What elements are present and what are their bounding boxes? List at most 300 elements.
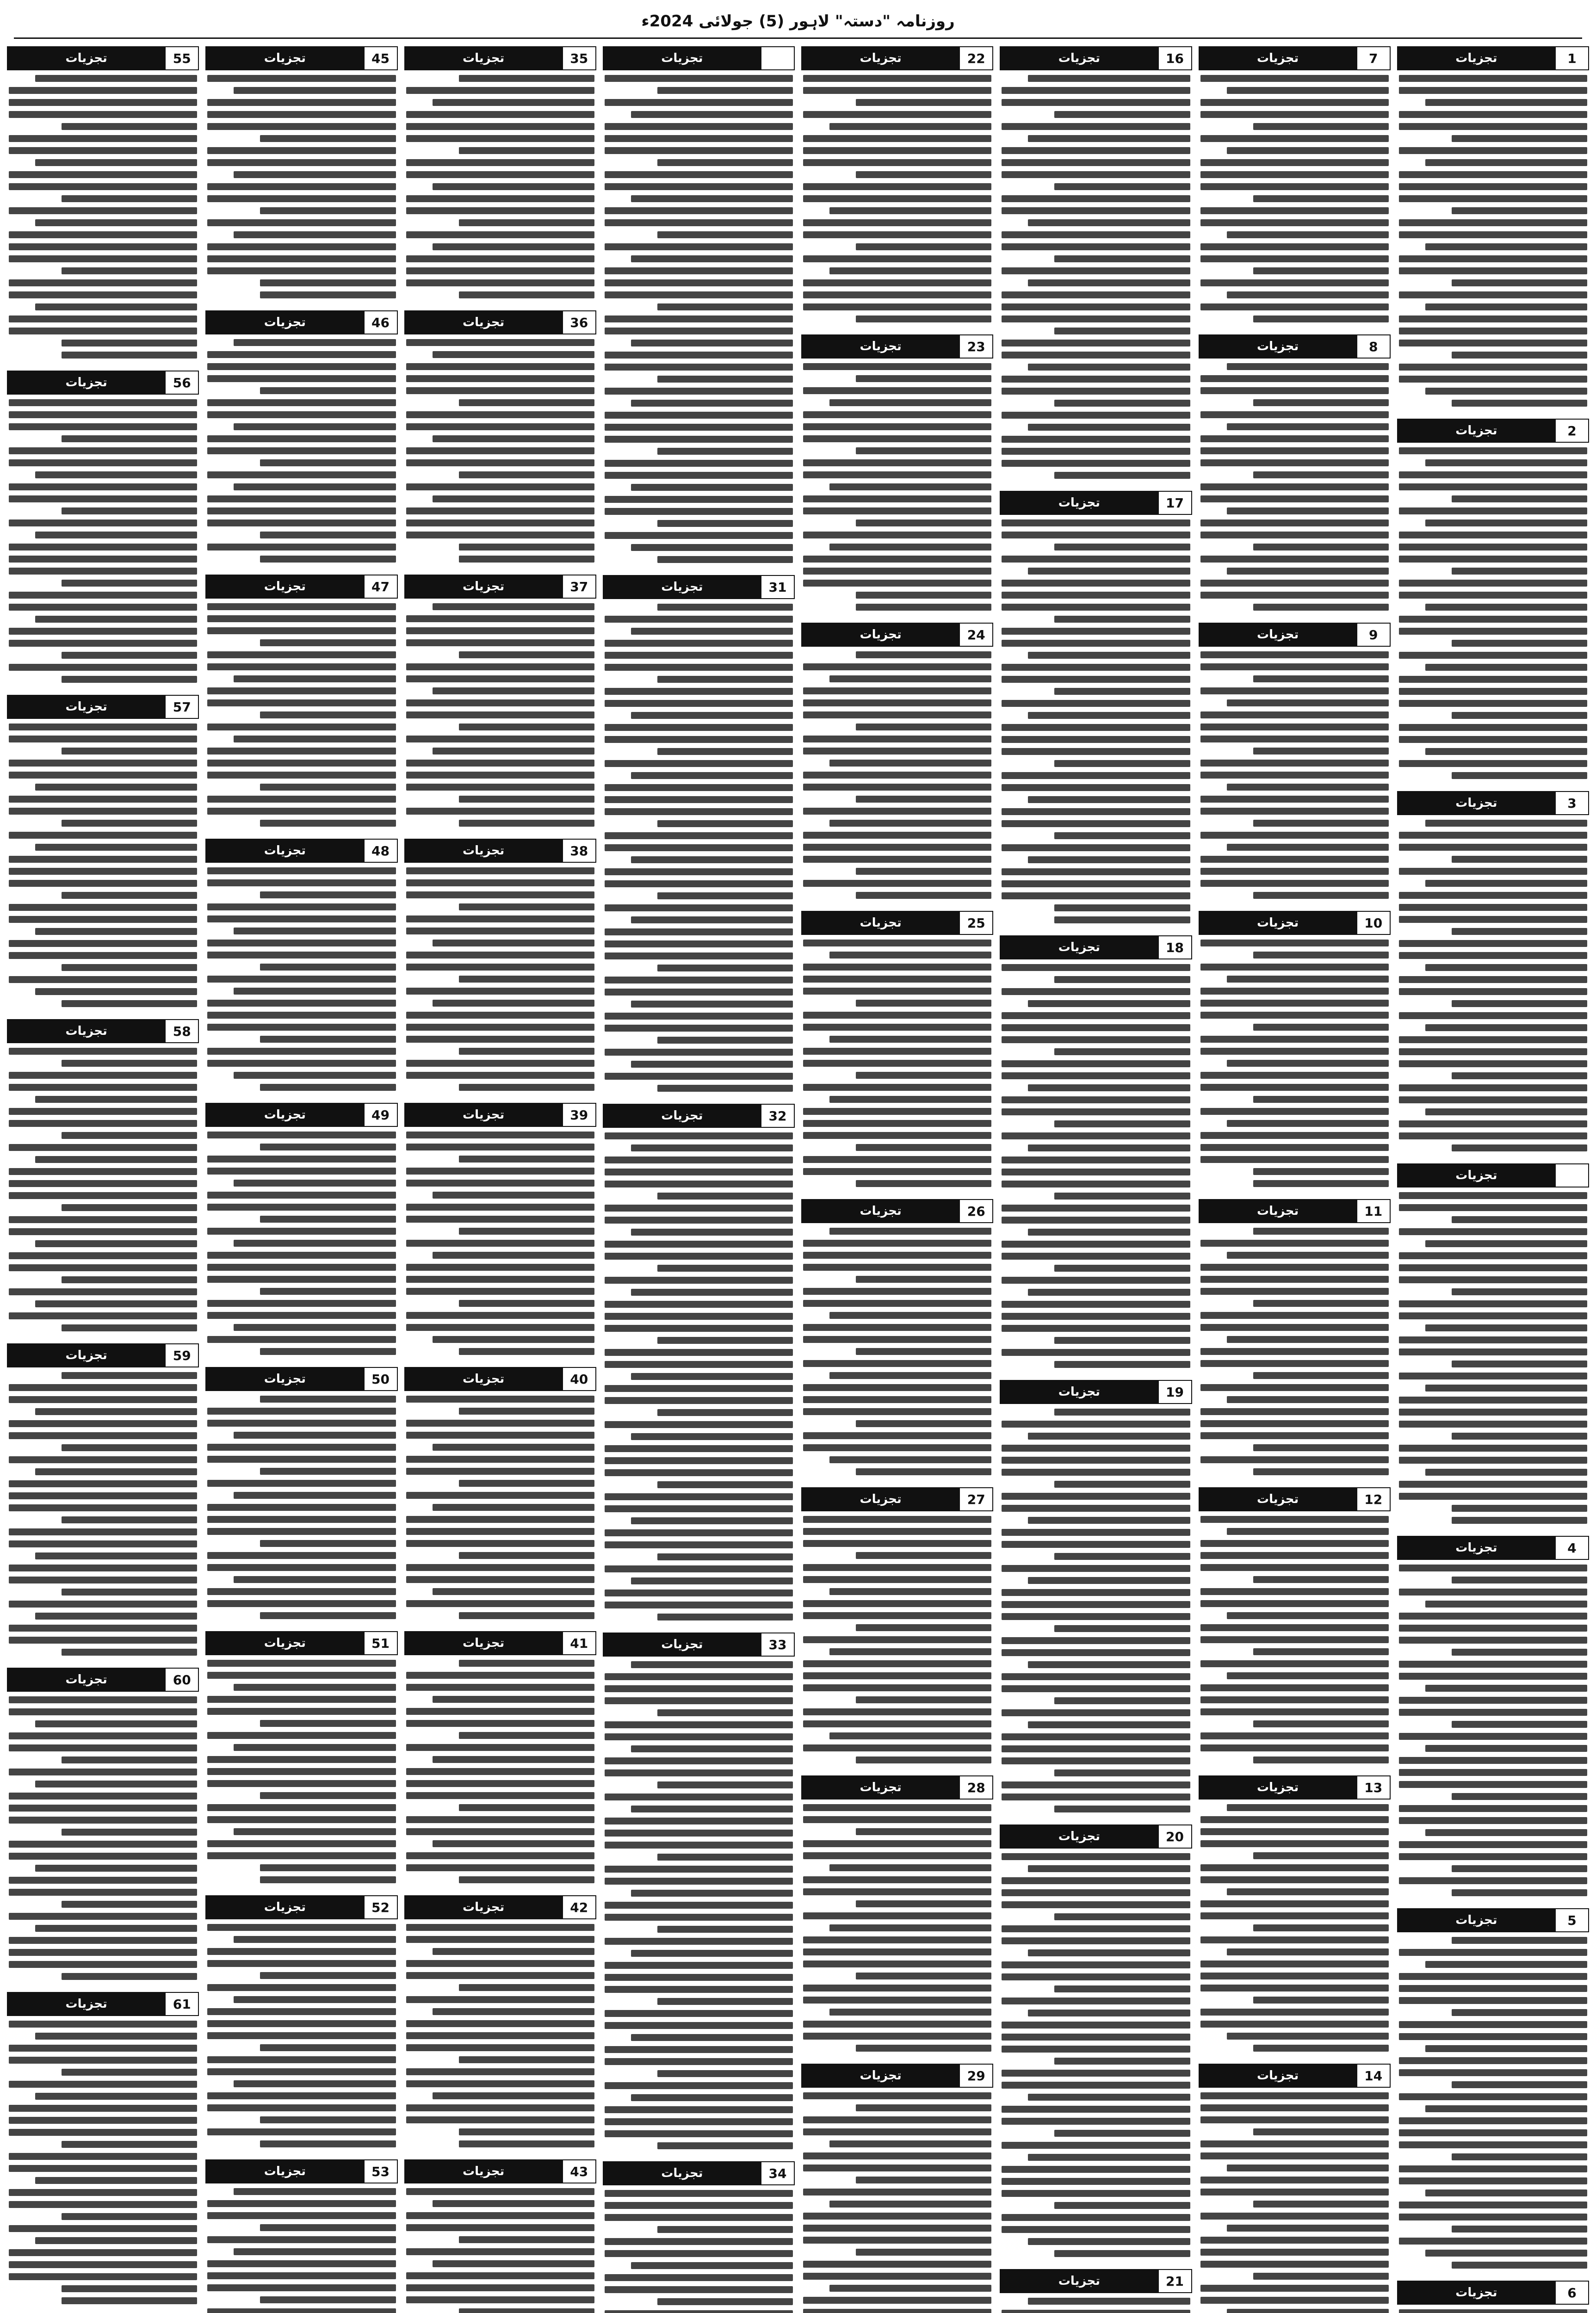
item-number: 11 xyxy=(1356,1200,1390,1222)
text-line xyxy=(62,352,197,359)
text-line xyxy=(1002,1072,1190,1079)
item-header xyxy=(205,1367,397,1391)
item-header xyxy=(801,623,993,647)
text-line xyxy=(605,99,793,106)
item-number: 50 xyxy=(364,1368,397,1390)
item-section-label: تجزیات xyxy=(405,47,562,69)
article-body xyxy=(603,604,795,1092)
news-item xyxy=(1397,1536,1589,1896)
news-item xyxy=(404,575,596,827)
text-line xyxy=(207,2020,396,2027)
article-body xyxy=(603,1661,795,2149)
text-line xyxy=(829,1924,991,1931)
text-line xyxy=(1054,544,1190,550)
text-line xyxy=(207,2212,396,2219)
text-line xyxy=(605,1181,793,1187)
text-line xyxy=(234,675,396,682)
text-line xyxy=(657,2226,793,2233)
text-line xyxy=(803,1444,991,1451)
news-item xyxy=(801,1199,993,1475)
text-line xyxy=(1253,1300,1389,1307)
text-line xyxy=(1002,964,1190,971)
item-header xyxy=(205,310,397,334)
text-line xyxy=(433,1588,594,1595)
text-line xyxy=(856,1000,991,1007)
text-line xyxy=(406,2284,594,2291)
item-section-label: تجزیات xyxy=(405,1368,562,1390)
text-line xyxy=(605,1541,793,1548)
article-body xyxy=(404,867,596,1091)
item-number: 49 xyxy=(364,1104,397,1126)
news-item xyxy=(404,1895,596,2147)
text-line xyxy=(631,484,793,491)
item-number: 61 xyxy=(165,1993,198,2015)
text-line xyxy=(829,760,991,767)
text-line xyxy=(1002,1649,1190,1656)
text-line xyxy=(1200,1156,1389,1163)
text-line xyxy=(62,435,197,442)
text-line xyxy=(406,2116,594,2123)
text-line xyxy=(1200,1840,1389,1847)
text-line xyxy=(803,1660,991,1667)
text-line xyxy=(260,291,396,298)
text-line xyxy=(803,1948,991,1955)
text-line xyxy=(803,279,991,286)
article-body xyxy=(1397,75,1589,407)
text-line xyxy=(207,75,396,82)
text-line xyxy=(9,976,197,983)
text-line xyxy=(605,1830,793,1837)
item-number: 17 xyxy=(1158,492,1191,514)
text-line xyxy=(1054,1553,1190,1560)
text-line xyxy=(207,1252,396,1259)
item-number: 55 xyxy=(165,47,198,69)
text-line xyxy=(605,219,793,226)
news-column-1 xyxy=(1397,46,1589,2313)
text-line xyxy=(1399,592,1587,599)
text-line xyxy=(605,388,793,395)
text-line xyxy=(207,351,396,358)
text-line xyxy=(1399,1348,1587,1355)
text-line xyxy=(657,231,793,238)
text-line xyxy=(1200,75,1389,82)
text-line xyxy=(1002,988,1190,995)
text-line xyxy=(406,964,594,971)
text-line xyxy=(9,1877,197,1884)
text-line xyxy=(406,663,594,670)
text-line xyxy=(1002,2142,1190,2149)
text-line xyxy=(234,1576,396,1583)
text-line xyxy=(605,2118,793,2125)
item-header xyxy=(1397,1536,1589,1560)
text-line xyxy=(1002,195,1190,202)
text-line xyxy=(1002,556,1190,563)
text-line xyxy=(207,411,396,418)
text-line xyxy=(459,1612,594,1619)
text-line xyxy=(406,1324,594,1331)
text-line xyxy=(1425,159,1587,166)
text-line xyxy=(1002,1505,1190,1512)
article-body xyxy=(1000,964,1192,1368)
text-line xyxy=(207,195,396,202)
text-line xyxy=(9,1540,197,1547)
text-line xyxy=(62,964,197,971)
article-body xyxy=(404,1396,596,1619)
item-section-label: تجزیات xyxy=(1001,1381,1157,1403)
text-line xyxy=(1028,1865,1190,1872)
text-line xyxy=(406,1672,594,1679)
text-line xyxy=(605,243,793,250)
text-line xyxy=(829,1036,991,1043)
text-line xyxy=(1200,1348,1389,1355)
text-line xyxy=(62,2069,197,2076)
item-number: 9 xyxy=(1356,624,1390,646)
text-line xyxy=(1399,447,1587,454)
text-line xyxy=(1002,352,1190,359)
text-line xyxy=(1253,123,1389,130)
text-line xyxy=(1425,2189,1587,2196)
text-line xyxy=(1200,99,1389,106)
text-line xyxy=(803,856,991,863)
text-line xyxy=(207,2200,396,2207)
text-line xyxy=(1002,1673,1190,1680)
text-line xyxy=(1028,279,1190,286)
text-line xyxy=(605,940,793,947)
text-line xyxy=(406,1564,594,1571)
text-line xyxy=(1200,1624,1389,1631)
text-line xyxy=(1002,231,1190,238)
text-line xyxy=(9,640,197,647)
text-line xyxy=(1200,1240,1389,1247)
text-line xyxy=(1054,400,1190,407)
text-line xyxy=(1200,387,1389,394)
text-line xyxy=(1002,1060,1190,1067)
text-line xyxy=(829,1228,991,1235)
text-line xyxy=(207,2272,396,2279)
news-item xyxy=(1000,491,1192,923)
text-line xyxy=(631,195,793,202)
text-line xyxy=(1200,832,1389,839)
text-line xyxy=(1399,471,1587,478)
text-line xyxy=(1200,711,1389,718)
text-line xyxy=(803,159,991,166)
text-line xyxy=(657,1337,793,1344)
item-header xyxy=(1000,1380,1192,1404)
item-number: 23 xyxy=(959,335,992,358)
text-line xyxy=(1200,1552,1389,1559)
news-item xyxy=(1000,2269,1192,2313)
text-line xyxy=(459,796,594,803)
text-line xyxy=(459,1480,594,1487)
text-line xyxy=(260,2140,396,2147)
item-header xyxy=(7,1019,199,1043)
article-body xyxy=(1397,1565,1589,1896)
text-line xyxy=(1054,472,1190,479)
text-line xyxy=(856,2045,991,2052)
text-line xyxy=(1200,556,1389,563)
text-line xyxy=(1028,75,1190,82)
text-line xyxy=(1054,1337,1190,1344)
text-line xyxy=(406,627,594,634)
text-line xyxy=(1399,147,1587,154)
text-line xyxy=(829,1648,991,1655)
item-header xyxy=(1199,1199,1391,1223)
text-line xyxy=(605,328,793,334)
item-number: 7 xyxy=(1356,47,1390,69)
text-line xyxy=(9,1432,197,1439)
text-line xyxy=(1002,460,1190,467)
text-line xyxy=(1452,1144,1587,1151)
text-line xyxy=(1399,652,1587,659)
item-header xyxy=(603,1633,795,1657)
text-line xyxy=(1200,1048,1389,1055)
text-line xyxy=(1002,1757,1190,1764)
item-section-label: تجزیات xyxy=(405,840,562,862)
text-line xyxy=(803,2213,991,2220)
text-line xyxy=(605,1025,793,1032)
text-line xyxy=(803,940,991,946)
text-line xyxy=(459,2236,594,2243)
text-line xyxy=(803,1432,991,1439)
text-line xyxy=(856,1276,991,1283)
text-line xyxy=(9,856,197,863)
text-line xyxy=(803,2273,991,2280)
news-item xyxy=(801,623,993,899)
text-line xyxy=(234,1684,396,1691)
item-number: 29 xyxy=(959,2065,992,2087)
text-line xyxy=(207,1924,396,1931)
text-line xyxy=(62,340,197,346)
item-header xyxy=(7,371,199,395)
item-section-label: تجزیات xyxy=(1001,936,1157,959)
text-line xyxy=(1054,183,1190,190)
text-line xyxy=(631,2262,793,2269)
text-line xyxy=(406,123,594,130)
text-line xyxy=(433,495,594,502)
text-line xyxy=(605,1325,793,1332)
text-line xyxy=(803,183,991,190)
text-line xyxy=(1200,1264,1389,1271)
text-line xyxy=(207,147,396,154)
text-line xyxy=(433,351,594,358)
text-line xyxy=(1399,376,1587,383)
text-line xyxy=(1002,2226,1190,2233)
text-line xyxy=(207,123,396,130)
text-line xyxy=(9,315,197,322)
article-body xyxy=(1199,651,1391,899)
text-line xyxy=(1399,1276,1587,1283)
text-line xyxy=(1028,424,1190,431)
text-line xyxy=(35,1300,197,1307)
item-section-label: تجزیات xyxy=(802,47,959,69)
text-line xyxy=(1200,1744,1389,1751)
text-line xyxy=(9,1949,197,1956)
text-line xyxy=(406,507,594,514)
text-line xyxy=(1200,940,1389,946)
text-line xyxy=(803,687,991,694)
text-line xyxy=(234,87,396,94)
text-line xyxy=(1002,2106,1190,2113)
text-line xyxy=(406,2032,594,2039)
text-line xyxy=(657,2298,793,2305)
text-line xyxy=(803,2297,991,2304)
text-line xyxy=(1002,580,1190,587)
text-line xyxy=(406,1744,594,1751)
news-item xyxy=(404,46,596,298)
text-line xyxy=(605,171,793,178)
text-line xyxy=(1253,604,1389,611)
text-line xyxy=(1452,1577,1587,1583)
text-line xyxy=(35,2177,197,2184)
text-line xyxy=(1399,1132,1587,1139)
text-line xyxy=(1452,2153,1587,2160)
text-line xyxy=(1399,1445,1587,1452)
text-line xyxy=(657,1926,793,1933)
text-line xyxy=(9,1144,197,1151)
text-line xyxy=(9,832,197,839)
text-line xyxy=(1200,279,1389,286)
text-line xyxy=(829,1312,991,1319)
item-section-label: تجزیات xyxy=(206,840,363,862)
text-line xyxy=(1028,1517,1190,1524)
text-line xyxy=(803,772,991,779)
text-line xyxy=(406,736,594,742)
text-line xyxy=(1399,87,1587,94)
text-line xyxy=(9,447,197,454)
text-line xyxy=(1399,580,1587,587)
text-line xyxy=(1452,2009,1587,2016)
text-line xyxy=(1054,1769,1190,1776)
item-number xyxy=(761,47,794,69)
text-line xyxy=(35,844,197,851)
text-line xyxy=(1227,1060,1389,1067)
text-line xyxy=(1002,1709,1190,1716)
text-line xyxy=(459,2056,594,2063)
text-line xyxy=(605,640,793,647)
item-section-label: تجزیات xyxy=(8,696,165,718)
text-line xyxy=(1200,1432,1389,1439)
text-line xyxy=(605,1397,793,1404)
text-line xyxy=(433,435,594,442)
text-line xyxy=(260,532,396,538)
text-line xyxy=(9,772,197,779)
article-body xyxy=(404,603,596,827)
text-line xyxy=(1028,568,1190,575)
text-line xyxy=(1002,1024,1190,1031)
text-line xyxy=(406,784,594,791)
item-section-label: تجزیات xyxy=(802,2065,959,2087)
text-line xyxy=(9,868,197,875)
text-line xyxy=(1002,868,1190,875)
text-line xyxy=(207,1552,396,1559)
text-line xyxy=(1399,952,1587,959)
text-line xyxy=(605,1878,793,1885)
text-line xyxy=(657,820,793,827)
text-line xyxy=(1002,87,1190,94)
text-line xyxy=(207,111,396,118)
text-line xyxy=(1399,1997,1587,2004)
text-line xyxy=(1028,1084,1190,1091)
text-line xyxy=(459,399,594,406)
item-number: 48 xyxy=(364,840,397,862)
text-line xyxy=(406,2212,594,2219)
item-number: 40 xyxy=(562,1368,595,1390)
text-line xyxy=(803,1684,991,1691)
text-line xyxy=(803,231,991,238)
text-line xyxy=(1452,279,1587,286)
text-line xyxy=(1002,676,1190,683)
text-line xyxy=(1200,255,1389,262)
text-line xyxy=(856,1420,991,1427)
text-line xyxy=(433,1000,594,1007)
text-line xyxy=(1425,2045,1587,2052)
text-line xyxy=(631,111,793,118)
text-line xyxy=(1399,1805,1587,1812)
item-header xyxy=(1000,1824,1192,1849)
text-line xyxy=(803,2116,991,2123)
text-line xyxy=(1002,1325,1190,1332)
article-body xyxy=(801,651,993,899)
text-line xyxy=(9,1120,197,1127)
text-line xyxy=(1200,880,1389,887)
text-line xyxy=(856,519,991,526)
item-header xyxy=(1397,46,1589,70)
item-header xyxy=(205,46,397,70)
text-line xyxy=(856,1900,991,1907)
text-line xyxy=(605,2286,793,2293)
text-line xyxy=(1200,1732,1389,1739)
text-line xyxy=(433,2008,594,2015)
text-line xyxy=(9,1180,197,1187)
text-line xyxy=(62,1829,197,1836)
article-body xyxy=(1199,1804,1391,2052)
text-line xyxy=(207,915,396,922)
text-line xyxy=(605,2106,793,2113)
text-line xyxy=(631,2034,793,2041)
text-line xyxy=(1399,976,1587,983)
text-line xyxy=(1002,1853,1190,1860)
text-line xyxy=(1054,111,1190,118)
text-line xyxy=(1028,1721,1190,1728)
text-line xyxy=(605,1733,793,1740)
text-line xyxy=(35,159,197,166)
text-line xyxy=(1399,1120,1587,1127)
text-line xyxy=(9,111,197,118)
text-line xyxy=(9,2057,197,2064)
text-line xyxy=(406,952,594,959)
item-section-label: تجزیات xyxy=(604,1633,761,1656)
text-line xyxy=(605,1697,793,1704)
text-line xyxy=(207,1420,396,1427)
text-line xyxy=(1002,315,1190,322)
text-line xyxy=(1399,1625,1587,1632)
text-line xyxy=(657,376,793,383)
text-line xyxy=(856,171,991,178)
text-line xyxy=(1253,748,1389,755)
text-line xyxy=(1452,1649,1587,1656)
article-body xyxy=(801,75,993,322)
text-line xyxy=(433,99,594,106)
text-line xyxy=(605,652,793,659)
text-line xyxy=(856,724,991,730)
text-line xyxy=(829,1456,991,1463)
text-line xyxy=(260,1348,396,1355)
text-line xyxy=(9,1384,197,1391)
text-line xyxy=(1399,328,1587,334)
item-header xyxy=(1000,46,1192,70)
text-line xyxy=(207,1696,396,1703)
item-header xyxy=(801,1199,993,1223)
